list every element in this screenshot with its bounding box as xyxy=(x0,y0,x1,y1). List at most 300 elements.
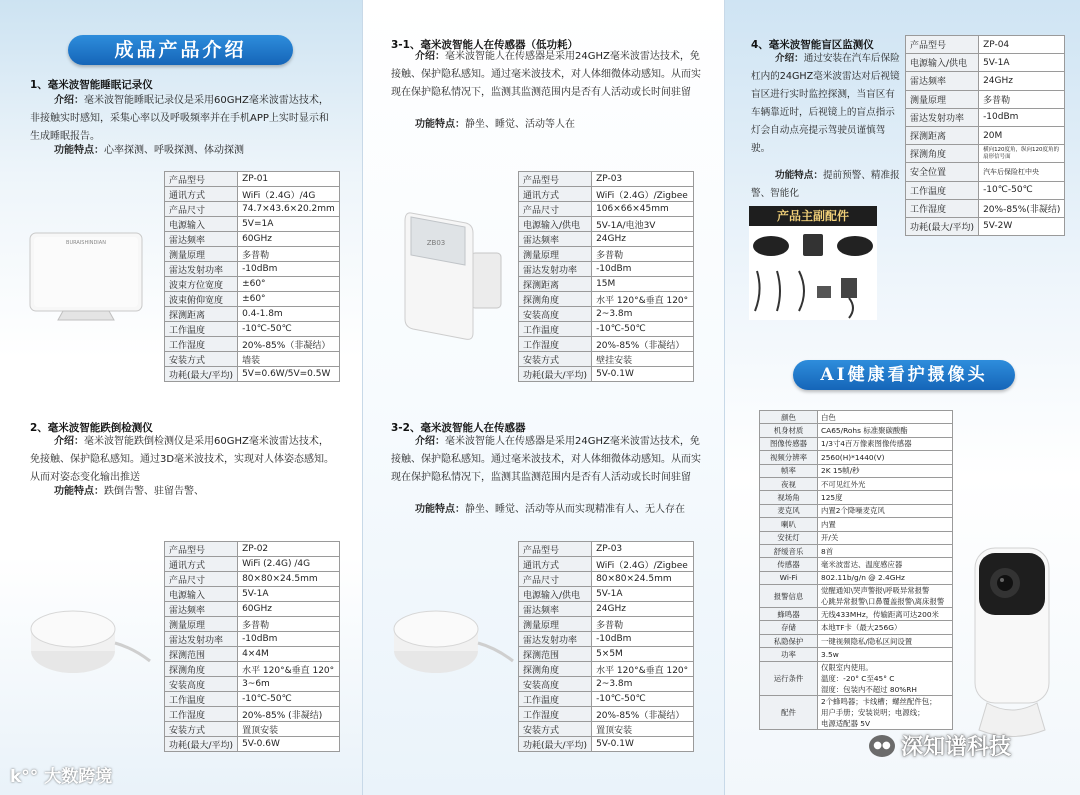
spec-row xyxy=(519,572,694,587)
spec-key: 产品型号 xyxy=(519,542,592,557)
spec-key: 探测距离 xyxy=(519,277,592,292)
spec-row xyxy=(165,187,340,202)
spec-row xyxy=(519,277,694,292)
camera-spec-value: 1/3寸4百万像素图像传感器 xyxy=(818,437,953,450)
camera-spec-key: 存储 xyxy=(760,621,818,634)
spec-value: -10℃-50℃ xyxy=(238,322,340,337)
section-banner-products: 成品产品介绍 xyxy=(68,35,293,65)
spec-row xyxy=(165,337,340,352)
spec-key: 工作温度 xyxy=(165,692,238,707)
spec-key: 雷达发射功率 xyxy=(165,262,238,277)
camera-spec-key: 功率 xyxy=(760,648,818,661)
spec-row xyxy=(519,587,694,602)
watermark-right: ●● 深知谱科技 xyxy=(869,730,1011,761)
camera-spec-key: 配件 xyxy=(760,695,818,729)
spec-value: 多普勒 xyxy=(238,617,340,632)
spec-row xyxy=(165,262,340,277)
camera-spec-value: 仅限室内使用。 温度：-20° C至45° C 湿度：包装内不超过 80%RH xyxy=(818,661,953,695)
spec-key: 安装高度 xyxy=(165,677,238,692)
camera-spec-value: 开/关 xyxy=(818,531,953,544)
spec-row xyxy=(165,232,340,247)
camera-spec-key: 报警信息 xyxy=(760,585,818,608)
camera-spec-value: CA65/Rohs 标准聚碳酸酯 xyxy=(818,424,953,437)
camera-spec-row xyxy=(760,451,953,464)
camera-spec-value: 一键视频隐私/隐私区间设置 xyxy=(818,634,953,647)
spec-key: 功耗(最大/平均) xyxy=(165,367,238,382)
section-features-presence-sensor: 功能特点：静坐、睡觉、活动等从而实现精准有人、无人存在 xyxy=(415,504,685,515)
spec-value: -10dBm xyxy=(238,262,340,277)
camera-spec-value: 2个蜂鸣器；卡线槽；螺丝配件包； 用户手册；安装说明；电源线； 电源适配器 5V xyxy=(818,695,953,729)
section-title-presence-lowpower: 3-1、毫米波智能人在传感器（低功耗） xyxy=(391,39,578,51)
spec-key: 探测距离 xyxy=(906,126,979,144)
spec-value: 5V-0.6W xyxy=(238,737,340,752)
spec-value: 20%-85%（非凝结） xyxy=(592,337,694,352)
spec-row xyxy=(165,662,340,677)
spec-key: 功耗(最大/平均) xyxy=(165,737,238,752)
accessories-image xyxy=(749,226,877,320)
section-intro-fall-detector: 介绍：毫米波智能跌倒检测仪是采用60GHZ毫米波雷达技术，免接触、保护隐私感知。通过3D毫米波技术，实现对人体姿态感知。从而对姿态变化输出推送 xyxy=(30,436,335,483)
spec-value: -10℃-50℃ xyxy=(979,181,1065,199)
spec-value: 汽车后保险杠中央 xyxy=(979,163,1065,181)
spec-key: 雷达发射功率 xyxy=(519,632,592,647)
spec-value: ZP-03 xyxy=(592,172,694,187)
spec-value: 106×66×45mm xyxy=(592,202,694,217)
spec-value: -10dBm xyxy=(592,632,694,647)
spec-value: 80×80×24.5mm xyxy=(592,572,694,587)
camera-spec-value: 内置 xyxy=(818,518,953,531)
section-title-presence-sensor: 3-2、毫米波智能人在传感器 xyxy=(391,422,526,434)
camera-spec-key: 安抚灯 xyxy=(760,531,818,544)
spec-value: 2~3.8m xyxy=(592,307,694,322)
watermark-left: k°° 大数跨境 xyxy=(10,767,113,787)
spec-row xyxy=(165,587,340,602)
spec-table-zp02 xyxy=(164,541,340,752)
spec-row xyxy=(519,617,694,632)
spec-value: 20%-85%（非凝结） xyxy=(238,337,340,352)
spec-row xyxy=(165,572,340,587)
camera-spec-row xyxy=(760,608,953,621)
spec-key: 产品尺寸 xyxy=(165,572,238,587)
camera-spec-key: 舒缓音乐 xyxy=(760,544,818,557)
spec-value: WiFi（2.4G）/Zigbee xyxy=(592,187,694,202)
spec-value: -10dBm xyxy=(979,108,1065,126)
spec-row xyxy=(165,367,340,382)
camera-spec-row xyxy=(760,585,953,608)
camera-spec-row xyxy=(760,437,953,450)
camera-spec-key: 视场角 xyxy=(760,491,818,504)
spec-value: -10℃-50℃ xyxy=(592,692,694,707)
spec-key: 产品型号 xyxy=(906,36,979,54)
spec-row xyxy=(519,677,694,692)
section-features-presence-lowpower: 功能特点：静坐、睡觉、活动等人在 xyxy=(415,119,575,130)
spec-row xyxy=(519,217,694,232)
camera-spec-row xyxy=(760,621,953,634)
spec-key: 工作湿度 xyxy=(165,337,238,352)
spec-value: 80×80×24.5mm xyxy=(238,572,340,587)
spec-row xyxy=(519,602,694,617)
spec-row xyxy=(519,647,694,662)
spec-row xyxy=(519,557,694,572)
camera-spec-value: 无线433MHz，传输距离可达200米 xyxy=(818,608,953,621)
spec-row xyxy=(519,322,694,337)
camera-spec-value: 8首 xyxy=(818,544,953,557)
watermark-logo-icon: k°° xyxy=(10,767,39,787)
spec-value: ±60° xyxy=(238,292,340,307)
spec-value: 2~3.8m xyxy=(592,677,694,692)
spec-row xyxy=(906,54,1065,72)
spec-value: 5V-1A xyxy=(592,587,694,602)
spec-row xyxy=(165,202,340,217)
spec-value: -10℃-50℃ xyxy=(592,322,694,337)
spec-value: 20%-85%(非凝结) xyxy=(979,199,1065,217)
spec-value: 5V=0.6W/5V=0.5W xyxy=(238,367,340,382)
spec-row xyxy=(906,126,1065,144)
spec-value: 置顶安装 xyxy=(238,722,340,737)
spec-row xyxy=(165,602,340,617)
spec-row xyxy=(519,187,694,202)
spec-key: 雷达频率 xyxy=(519,232,592,247)
spec-row xyxy=(906,72,1065,90)
camera-spec-value: 毫米波雷达、温度感应器 xyxy=(818,558,953,571)
spec-value: 5×5M xyxy=(592,647,694,662)
spec-value: 置顶安装 xyxy=(592,722,694,737)
camera-spec-row xyxy=(760,648,953,661)
section-banner-camera: AI健康看护摄像头 xyxy=(793,360,1015,390)
spec-value: 24GHz xyxy=(592,602,694,617)
spec-row xyxy=(165,542,340,557)
camera-spec-row xyxy=(760,531,953,544)
spec-key: 探测角度 xyxy=(906,145,979,163)
section-intro-sleep-monitor: 介绍：毫米波智能睡眠记录仪是采用60GHZ毫米波雷达技术，非接触实时感知，采集心率以及呼吸频率并在手机APP上实时显示和生成睡眠报告。 xyxy=(30,95,329,142)
spec-key: 测量原理 xyxy=(165,617,238,632)
spec-row xyxy=(165,217,340,232)
camera-spec-value: 802.11b/g/n @ 2.4GHz xyxy=(818,571,953,584)
spec-key: 工作温度 xyxy=(165,322,238,337)
spec-row xyxy=(519,232,694,247)
spec-key: 工作湿度 xyxy=(906,199,979,217)
spec-value: -10dBm xyxy=(238,632,340,647)
spec-row xyxy=(906,163,1065,181)
section-intro-presence-lowpower: 介绍：毫米波智能人在传感器是采用24GHZ毫米波雷达技术，免接触、保护隐私感知。通过毫米波技术，对人体细微体动感知。从而实现在保护隐私情况下，监测其监测范围内是否有人活动或长时间驻留 xyxy=(391,51,701,98)
spec-key: 电源输入/供电 xyxy=(519,217,592,232)
spec-value: 5V-1A xyxy=(979,54,1065,72)
spec-row xyxy=(906,199,1065,217)
spec-key: 雷达发射功率 xyxy=(165,632,238,647)
section-title-blindspot: 4、毫米波智能盲区监测仪 xyxy=(751,39,874,51)
spec-table-camera xyxy=(759,410,953,730)
camera-spec-row xyxy=(760,661,953,695)
spec-key: 雷达发射功率 xyxy=(519,262,592,277)
camera-spec-row xyxy=(760,464,953,477)
spec-value: ZP-03 xyxy=(592,542,694,557)
spec-value: 5V-1A/电池3V xyxy=(592,217,694,232)
spec-key: 通讯方式 xyxy=(165,557,238,572)
fall-detector-device-image xyxy=(28,603,153,683)
device-brand-text: BURAISHINDIAN xyxy=(66,240,106,246)
spec-key: 通讯方式 xyxy=(519,187,592,202)
spec-row xyxy=(165,172,340,187)
spec-row xyxy=(519,172,694,187)
spec-row xyxy=(165,737,340,752)
spec-key: 安装方式 xyxy=(519,722,592,737)
camera-spec-key: 帧率 xyxy=(760,464,818,477)
camera-spec-key: 私隐保护 xyxy=(760,634,818,647)
spec-key: 探测角度 xyxy=(519,662,592,677)
spec-key: 工作湿度 xyxy=(519,707,592,722)
camera-spec-key: Wi-Fi xyxy=(760,571,818,584)
spec-value: -10℃-50℃ xyxy=(238,692,340,707)
spec-row xyxy=(519,352,694,367)
spec-value: 水平 120°&垂直 120° xyxy=(238,662,340,677)
section-title-sleep-monitor: 1、毫米波智能睡眠记录仪 xyxy=(30,79,153,91)
spec-key: 产品型号 xyxy=(519,172,592,187)
spec-row xyxy=(165,557,340,572)
spec-row xyxy=(165,322,340,337)
spec-key: 工作湿度 xyxy=(519,337,592,352)
spec-row xyxy=(165,707,340,722)
spec-value: ZP-04 xyxy=(979,36,1065,54)
spec-key: 探测范围 xyxy=(519,647,592,662)
spec-key: 功耗(最大/平均) xyxy=(519,737,592,752)
spec-value: 5V-0.1W xyxy=(592,367,694,382)
panel-products-3 xyxy=(724,0,1080,795)
spec-key: 雷达频率 xyxy=(165,232,238,247)
spec-row xyxy=(519,707,694,722)
spec-value: ZP-01 xyxy=(238,172,340,187)
spec-key: 测量原理 xyxy=(519,617,592,632)
spec-row xyxy=(519,737,694,752)
camera-spec-key: 机身材质 xyxy=(760,424,818,437)
spec-value: 20%-85% (非凝结) xyxy=(238,707,340,722)
spec-row xyxy=(906,90,1065,108)
spec-row xyxy=(519,542,694,557)
spec-key: 产品型号 xyxy=(165,542,238,557)
spec-key: 产品尺寸 xyxy=(165,202,238,217)
spec-key: 产品尺寸 xyxy=(519,572,592,587)
camera-spec-key: 喇叭 xyxy=(760,518,818,531)
spec-value: 壁挂安装 xyxy=(592,352,694,367)
spec-row xyxy=(165,292,340,307)
spec-row xyxy=(519,262,694,277)
spec-key: 测量原理 xyxy=(165,247,238,262)
wechat-icon: ●● xyxy=(869,735,895,757)
spec-key: 通讯方式 xyxy=(165,187,238,202)
camera-spec-key: 夜视 xyxy=(760,477,818,490)
camera-spec-row xyxy=(760,504,953,517)
spec-row xyxy=(165,632,340,647)
accessories-panel xyxy=(749,206,877,320)
spec-key: 通讯方式 xyxy=(519,557,592,572)
spec-row xyxy=(165,647,340,662)
panel-products-2 xyxy=(362,0,724,795)
spec-row xyxy=(165,722,340,737)
camera-spec-row xyxy=(760,491,953,504)
camera-spec-row xyxy=(760,571,953,584)
camera-spec-key: 麦克风 xyxy=(760,504,818,517)
camera-spec-value: 2560(H)*1440(V) xyxy=(818,451,953,464)
presence-sensor-device-image xyxy=(391,203,506,343)
device-model-text: ZB03 xyxy=(426,239,446,247)
camera-spec-key: 图像传感器 xyxy=(760,437,818,450)
spec-key: 工作温度 xyxy=(519,322,592,337)
section-title-fall-detector: 2、毫米波智能跌倒检测仪 xyxy=(30,422,153,434)
spec-key: 安全位置 xyxy=(906,163,979,181)
spec-value: WiFi（2.4G）/Zigbee xyxy=(592,557,694,572)
spec-table-zp01 xyxy=(164,171,340,382)
spec-row xyxy=(906,108,1065,126)
spec-key: 波束方位宽度 xyxy=(165,277,238,292)
spec-row xyxy=(519,337,694,352)
spec-row xyxy=(519,202,694,217)
sleep-monitor-device-image xyxy=(28,228,144,328)
spec-row xyxy=(165,692,340,707)
section-intro-presence-sensor: 介绍：毫米波智能人在传感器是采用24GHZ毫米波雷达技术，免接触、保护隐私感知。通过毫米波技术，对人体细微体动感知。从而实现在保护隐私情况下，监测其监测范围内是否有人活动或长时间驻留 xyxy=(391,436,701,483)
section-features-blindspot: 功能特点：提前预警、精准报警、智能化 xyxy=(751,170,900,199)
camera-spec-value: 125度 xyxy=(818,491,953,504)
spec-row xyxy=(906,181,1065,199)
spec-row xyxy=(519,722,694,737)
spec-value: 多普勒 xyxy=(592,247,694,262)
spec-key: 探测角度 xyxy=(519,292,592,307)
camera-spec-value: 不可见红外光 xyxy=(818,477,953,490)
camera-spec-key: 颜色 xyxy=(760,411,818,424)
spec-value: 5V-1A xyxy=(238,587,340,602)
spec-key: 测量原理 xyxy=(519,247,592,262)
spec-key: 波束俯仰宽度 xyxy=(165,292,238,307)
camera-spec-key: 视频分辨率 xyxy=(760,451,818,464)
camera-spec-key: 运行条件 xyxy=(760,661,818,695)
spec-key: 安装方式 xyxy=(165,352,238,367)
spec-value: 20M xyxy=(979,126,1065,144)
spec-key: 工作温度 xyxy=(906,181,979,199)
spec-value: 5V-2W xyxy=(979,217,1065,235)
spec-key: 探测范围 xyxy=(165,647,238,662)
spec-key: 探测距离 xyxy=(165,307,238,322)
spec-row xyxy=(519,662,694,677)
camera-spec-value: 3.5w xyxy=(818,648,953,661)
spec-row xyxy=(165,247,340,262)
spec-row xyxy=(906,145,1065,163)
spec-table-zp03-lowpower xyxy=(518,171,694,382)
spec-value: 多普勒 xyxy=(979,90,1065,108)
spec-row xyxy=(165,677,340,692)
accessories-banner: 产品主副配件 xyxy=(749,206,877,226)
spec-key: 雷达频率 xyxy=(519,602,592,617)
spec-value: 水平 120°&垂直 120° xyxy=(592,292,694,307)
spec-row xyxy=(519,307,694,322)
spec-key: 探测角度 xyxy=(165,662,238,677)
spec-key: 产品尺寸 xyxy=(519,202,592,217)
spec-value: 多普勒 xyxy=(592,617,694,632)
spec-key: 安装方式 xyxy=(519,352,592,367)
spec-row xyxy=(165,307,340,322)
spec-key: 安装高度 xyxy=(519,307,592,322)
spec-key: 电源输入 xyxy=(165,587,238,602)
spec-key: 功耗(最大/平均) xyxy=(906,217,979,235)
spec-key: 安装高度 xyxy=(519,677,592,692)
spec-key: 电源输入/供电 xyxy=(906,54,979,72)
ceiling-sensor-device-image xyxy=(391,603,516,683)
spec-value: 15M xyxy=(592,277,694,292)
spec-value: 60GHz xyxy=(238,602,340,617)
spec-value: ±60° xyxy=(238,277,340,292)
spec-key: 测量原理 xyxy=(906,90,979,108)
spec-value: 74.7×43.6×20.2mm xyxy=(238,202,340,217)
section-features-fall-detector: 功能特点：跌倒告警、驻留告警、 xyxy=(54,486,204,497)
spec-value: WiFi (2.4G) /4G xyxy=(238,557,340,572)
spec-key: 雷达频率 xyxy=(906,72,979,90)
spec-value: 横向120度角，纵向120度角的扇形信号面 xyxy=(979,145,1065,163)
panel-products-1 xyxy=(0,0,362,795)
camera-spec-row xyxy=(760,477,953,490)
section-features-sleep-monitor: 功能特点：心率探测、呼吸探测、体动探测 xyxy=(54,145,244,156)
camera-spec-value: 白色 xyxy=(818,411,953,424)
camera-spec-row xyxy=(760,695,953,729)
spec-row xyxy=(519,692,694,707)
spec-key: 功耗(最大/平均) xyxy=(519,367,592,382)
camera-spec-value: 2K 15帧/秒 xyxy=(818,464,953,477)
spec-key: 工作湿度 xyxy=(165,707,238,722)
spec-value: 4×4M xyxy=(238,647,340,662)
spec-value: 水平 120°&垂直 120° xyxy=(592,662,694,677)
camera-spec-row xyxy=(760,544,953,557)
spec-row xyxy=(519,367,694,382)
camera-spec-row xyxy=(760,558,953,571)
spec-table-zp04 xyxy=(905,35,1065,236)
camera-spec-value: 内置2个降噪麦克风 xyxy=(818,504,953,517)
spec-value: 3~6m xyxy=(238,677,340,692)
camera-spec-value: 觉醒通知\哭声警报\呼吸异常报警 心跳异常报警\口鼻覆盖报警\离床报警 xyxy=(818,585,953,608)
camera-spec-row xyxy=(760,424,953,437)
spec-value: 60GHz xyxy=(238,232,340,247)
camera-spec-key: 传感器 xyxy=(760,558,818,571)
spec-key: 雷达发射功率 xyxy=(906,108,979,126)
spec-value: 5V=1A xyxy=(238,217,340,232)
spec-value: 24GHz xyxy=(592,232,694,247)
camera-spec-value: 本地TF卡（最大256G） xyxy=(818,621,953,634)
spec-value: ZP-02 xyxy=(238,542,340,557)
spec-key: 产品型号 xyxy=(165,172,238,187)
spec-key: 电源输入 xyxy=(165,217,238,232)
spec-value: -10dBm xyxy=(592,262,694,277)
spec-row xyxy=(519,292,694,307)
camera-spec-row xyxy=(760,634,953,647)
camera-spec-row xyxy=(760,518,953,531)
camera-device-image xyxy=(957,545,1065,745)
camera-spec-key: 蜂鸣器 xyxy=(760,608,818,621)
spec-row xyxy=(519,632,694,647)
spec-row xyxy=(906,217,1065,235)
spec-table-zp03 xyxy=(518,541,694,752)
spec-key: 雷达频率 xyxy=(165,602,238,617)
spec-key: 电源输入/供电 xyxy=(519,587,592,602)
spec-value: 多普勒 xyxy=(238,247,340,262)
spec-value: WiFi（2.4G）/4G xyxy=(238,187,340,202)
spec-row xyxy=(165,352,340,367)
camera-spec-row xyxy=(760,411,953,424)
spec-value: 5V-0.1W xyxy=(592,737,694,752)
spec-key: 安装方式 xyxy=(165,722,238,737)
spec-key: 工作温度 xyxy=(519,692,592,707)
spec-value: 20%-85%（非凝结） xyxy=(592,707,694,722)
spec-row xyxy=(165,617,340,632)
section-intro-blindspot: 介绍：通过安装在汽车后保险杠内的24GHZ毫米波雷达对后视镜盲区进行实时监控探测，当盲区有车辆靠近时，后视镜上的盲点指示灯会自动点亮提示驾驶员谨慎驾驶。 xyxy=(751,53,900,154)
spec-value: 0.4-1.8m xyxy=(238,307,340,322)
spec-row xyxy=(519,247,694,262)
spec-row xyxy=(165,277,340,292)
spec-value: 24GHz xyxy=(979,72,1065,90)
spec-value: 墙装 xyxy=(238,352,340,367)
